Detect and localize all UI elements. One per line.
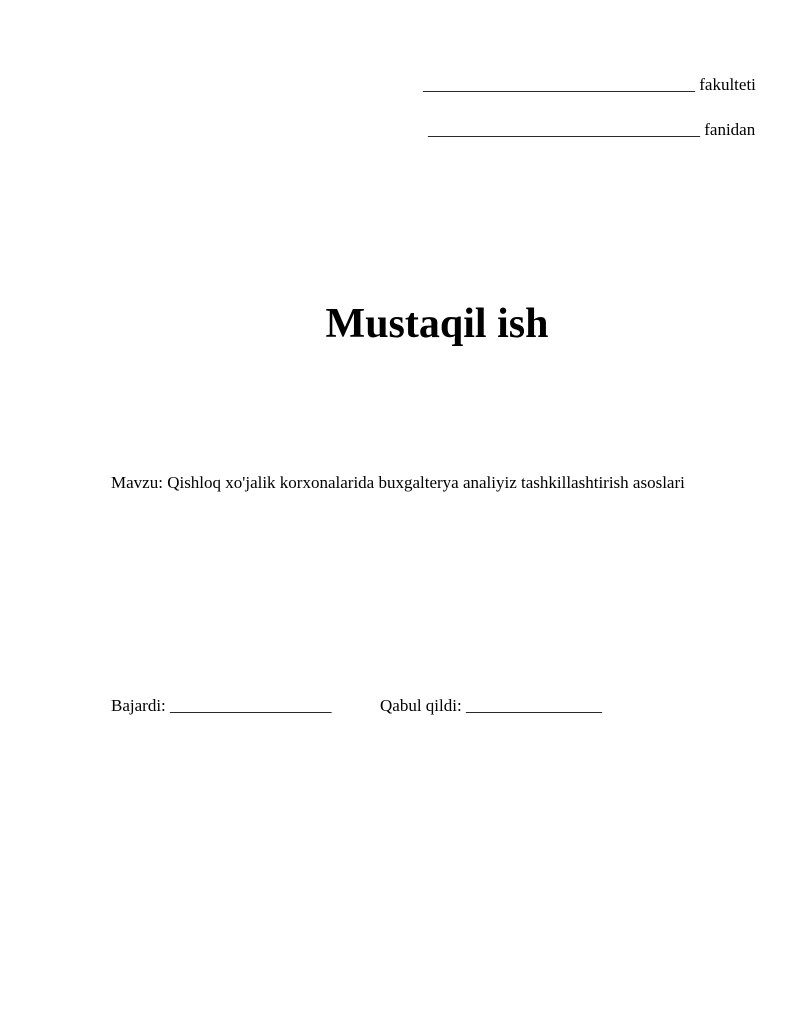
document-title: Mustaqil ish	[325, 301, 549, 347]
accepted-by-blank: ________________	[465, 696, 602, 715]
done-by-blank: ___________________	[170, 696, 332, 715]
subject-line	[428, 120, 755, 140]
signature-line	[111, 696, 602, 716]
topic-line	[111, 473, 685, 493]
accepted-by-label: Qabul qildi:	[380, 696, 462, 715]
faculty-label: fakulteti	[699, 75, 756, 94]
done-by-label: Bajardi:	[111, 696, 166, 715]
subject-label: fanidan	[704, 120, 756, 139]
topic-text: Qishloq xo'jalik korxonalarida buxgalterya analiyiz tashkillashtirish asoslari	[167, 473, 685, 492]
subject-blank: ________________________________	[428, 120, 700, 139]
faculty-blank: ________________________________	[423, 75, 695, 94]
faculty-line	[423, 75, 756, 95]
topic-label: Mavzu:	[111, 473, 163, 492]
